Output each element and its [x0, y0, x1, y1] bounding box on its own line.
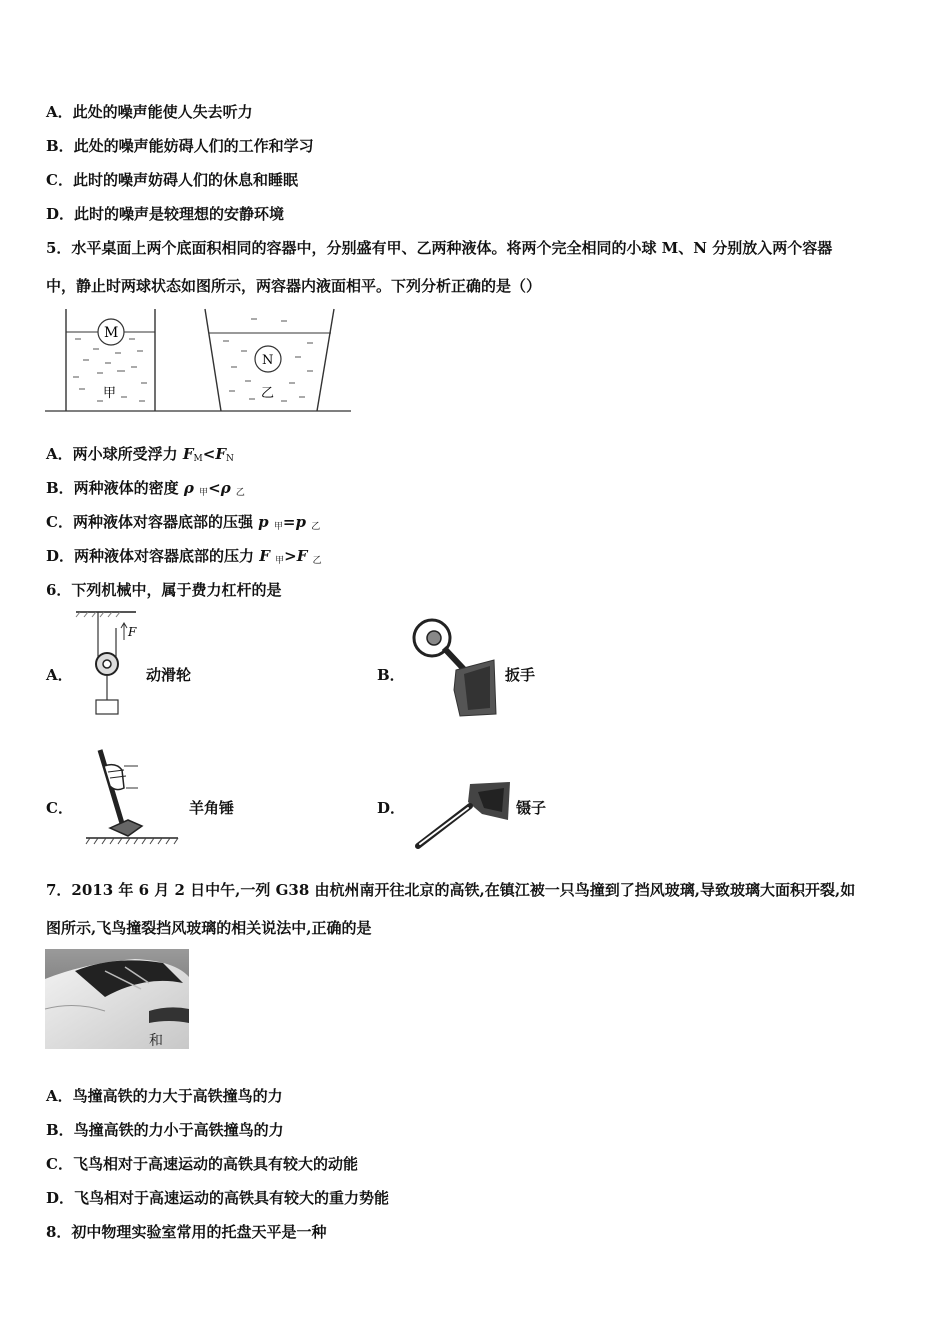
- q8-stem: 8．初中物理实验室常用的托盘天平是一种: [46, 1223, 327, 1241]
- q5-option-a: A．两小球所受浮力 $F_M<F_N$: [46, 445, 234, 464]
- q6-option-b-caption: 扳手: [505, 666, 536, 684]
- q5-stem-line2: 中，静止时两球状态如图所示，两容器内液面相平。下列分析正确的是（）: [46, 277, 542, 295]
- force-label: F: [128, 625, 137, 639]
- q7-option-d: D．飞鸟相对于高速运动的高铁具有较大的重力势能: [46, 1189, 390, 1207]
- q5-option-d: D．两种液体对容器底部的压力 F $_甲$>F $_乙$: [46, 547, 322, 566]
- q7-option-a: A．鸟撞高铁的力大于高铁撞鸟的力: [46, 1087, 283, 1105]
- q4-option-b: B．此处的噪声能妨碍人们的工作和学习: [46, 137, 314, 155]
- q4-option-a: A．此处的噪声能使人失去听力: [46, 103, 253, 121]
- q5-stem-line1: 5．水平桌面上两个底面积相同的容器中，分别盛有甲、乙两种液体。将两个完全相同的小球 M、N 分别放入两个容器: [46, 239, 833, 257]
- pulley-figure: [72, 610, 142, 720]
- liquid-yi-label: 乙: [261, 386, 275, 401]
- wrench-figure: [404, 614, 499, 718]
- claw-hammer-figure: [82, 744, 182, 854]
- q4-option-c: C．此时的噪声妨碍人们的休息和睡眠: [46, 171, 298, 189]
- ball-m-label: M: [104, 325, 119, 341]
- q6-option-c-caption: 羊角锤: [189, 799, 235, 817]
- tweezers-figure: [412, 780, 512, 852]
- photo-character: 和: [149, 1033, 163, 1049]
- q7-option-b: B．鸟撞高铁的力小于高铁撞鸟的力: [46, 1121, 284, 1139]
- q4-option-d: D．此时的噪声是较理想的安静环境: [46, 205, 285, 223]
- q6-option-d-label: D．: [377, 799, 406, 817]
- q5-option-b: B．两种液体的密度 ρ $_甲$<ρ $_乙$: [46, 479, 245, 498]
- q6-stem: 6．下列机械中，属于费力杠杆的是: [46, 581, 282, 599]
- train-photo: [45, 949, 189, 1049]
- ball-n-label: N: [262, 353, 274, 368]
- q6-option-d-caption: 镊子: [516, 799, 547, 817]
- q7-option-c: C．飞鸟相对于高速运动的高铁具有较大的动能: [46, 1155, 358, 1173]
- q5-option-c: C．两种液体对容器底部的压强 p $_甲$=p $_乙$: [46, 513, 321, 532]
- q6-option-b-label: B．: [377, 666, 405, 684]
- liquid-jia-label: 甲: [103, 386, 117, 401]
- q6-option-c-label: C．: [46, 799, 73, 817]
- q7-stem-line1: 7．2013 年 6 月 2 日中午,一列 G38 由杭州南开往北京的高铁,在镇江被一只鸟撞到了挡风玻璃,导致玻璃大面积开裂,如: [46, 881, 856, 899]
- q7-stem-line2: 图所示,飞鸟撞裂挡风玻璃的相关说法中,正确的是: [46, 919, 372, 937]
- q6-option-a-label: A．: [46, 666, 73, 684]
- q6-option-a-caption: 动滑轮: [146, 666, 192, 684]
- q5-container-figure: [45, 305, 355, 415]
